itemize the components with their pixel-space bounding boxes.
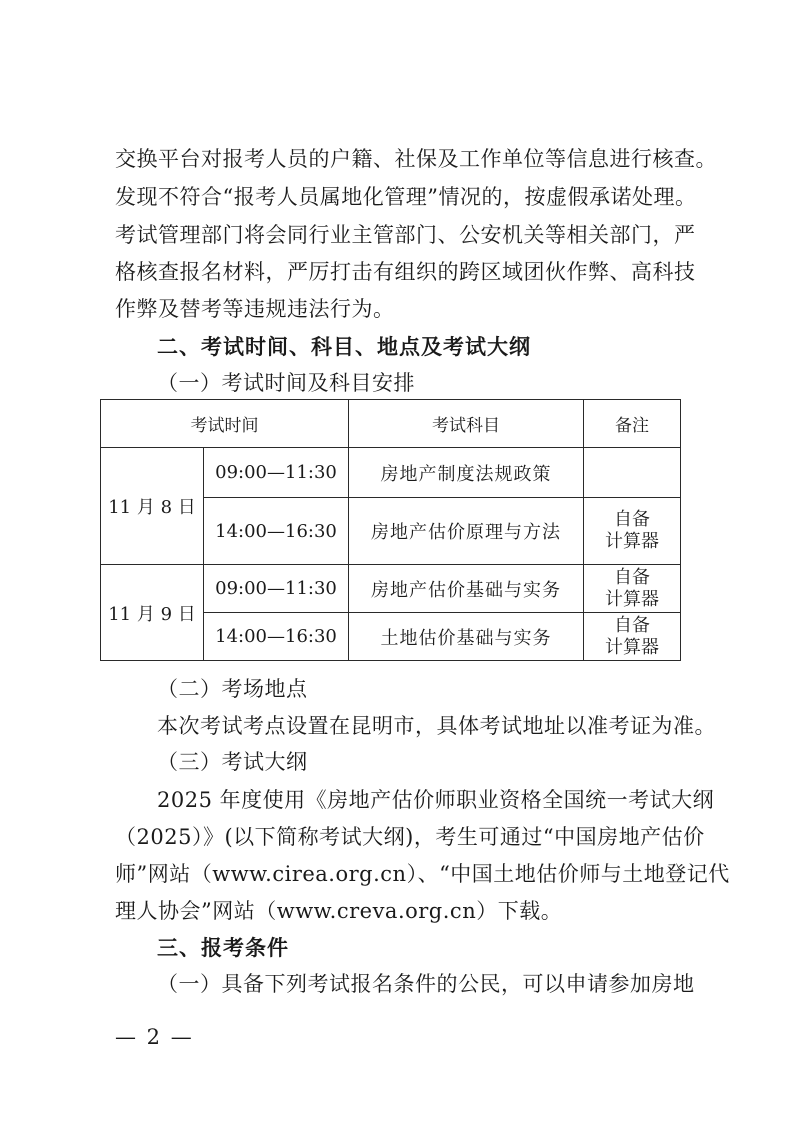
subject-cell: 房地产制度法规政策 bbox=[349, 448, 584, 498]
subject-cell: 房地产估价原理与方法 bbox=[349, 498, 584, 565]
body-line: 理人协会”网站（www.creva.org.cn）下载。 bbox=[115, 899, 563, 923]
note-cell: 自备 计算器 bbox=[584, 498, 681, 565]
body-line: 师”网站（www.cirea.org.cn）、“中国土地估价师与土地登记代 bbox=[115, 862, 730, 886]
body-line: 考试管理部门将会同行业主管部门、公安机关等相关部门，严 bbox=[115, 223, 696, 247]
subsection-heading: （一）考试时间及科目安排 bbox=[157, 371, 415, 395]
body-line: （2025）》(以下简称考试大纲)，考生可通过“中国房地产估价 bbox=[115, 825, 705, 849]
body-line: 交换平台对报考人员的户籍、社保及工作单位等信息进行核查。 bbox=[115, 147, 717, 171]
date-cell: 11 月 8 日 bbox=[101, 448, 204, 565]
page-number: — 2 — bbox=[115, 1025, 194, 1049]
subsection-heading: （三）考试大纲 bbox=[157, 750, 308, 774]
body-line: 2025 年度使用《房地产估价师职业资格全国统一考试大纲 bbox=[157, 788, 715, 812]
body-line: 发现不符合“报考人员属地化管理”情况的，按虚假承诺处理。 bbox=[115, 185, 697, 209]
subject-cell: 土地估价基础与实务 bbox=[349, 613, 584, 661]
header-subject: 考试科目 bbox=[349, 400, 584, 448]
date-cell: 11 月 9 日 bbox=[101, 565, 204, 661]
body-line: 作弊及替考等违规违法行为。 bbox=[115, 297, 395, 321]
section-heading: 三、报考条件 bbox=[157, 936, 289, 960]
table-header-row bbox=[101, 400, 681, 448]
note-cell: 自备 计算器 bbox=[584, 613, 681, 661]
body-line: （一）具备下列考试报名条件的公民，可以申请参加房地 bbox=[157, 972, 695, 996]
body-line: 格核查报名材料，严厉打击有组织的跨区域团伙作弊、高科技 bbox=[115, 260, 696, 284]
section-heading: 二、考试时间、科目、地点及考试大纲 bbox=[157, 335, 531, 359]
time-cell: 09:00—11:30 bbox=[204, 565, 349, 613]
header-note: 备注 bbox=[584, 400, 681, 448]
table-row bbox=[101, 565, 681, 613]
time-cell: 14:00—16:30 bbox=[204, 613, 349, 661]
time-cell: 09:00—11:30 bbox=[204, 448, 349, 498]
subsection-heading: （二）考场地点 bbox=[157, 677, 308, 701]
body-line: 本次考试考点设置在昆明市，具体考试地址以准考证为准。 bbox=[157, 714, 716, 738]
note-cell bbox=[584, 448, 681, 498]
note-cell: 自备 计算器 bbox=[584, 565, 681, 613]
time-cell: 14:00—16:30 bbox=[204, 498, 349, 565]
header-time: 考试时间 bbox=[101, 400, 349, 448]
exam-schedule-table bbox=[100, 399, 681, 661]
table-row bbox=[101, 448, 681, 498]
subject-cell: 房地产估价基础与实务 bbox=[349, 565, 584, 613]
